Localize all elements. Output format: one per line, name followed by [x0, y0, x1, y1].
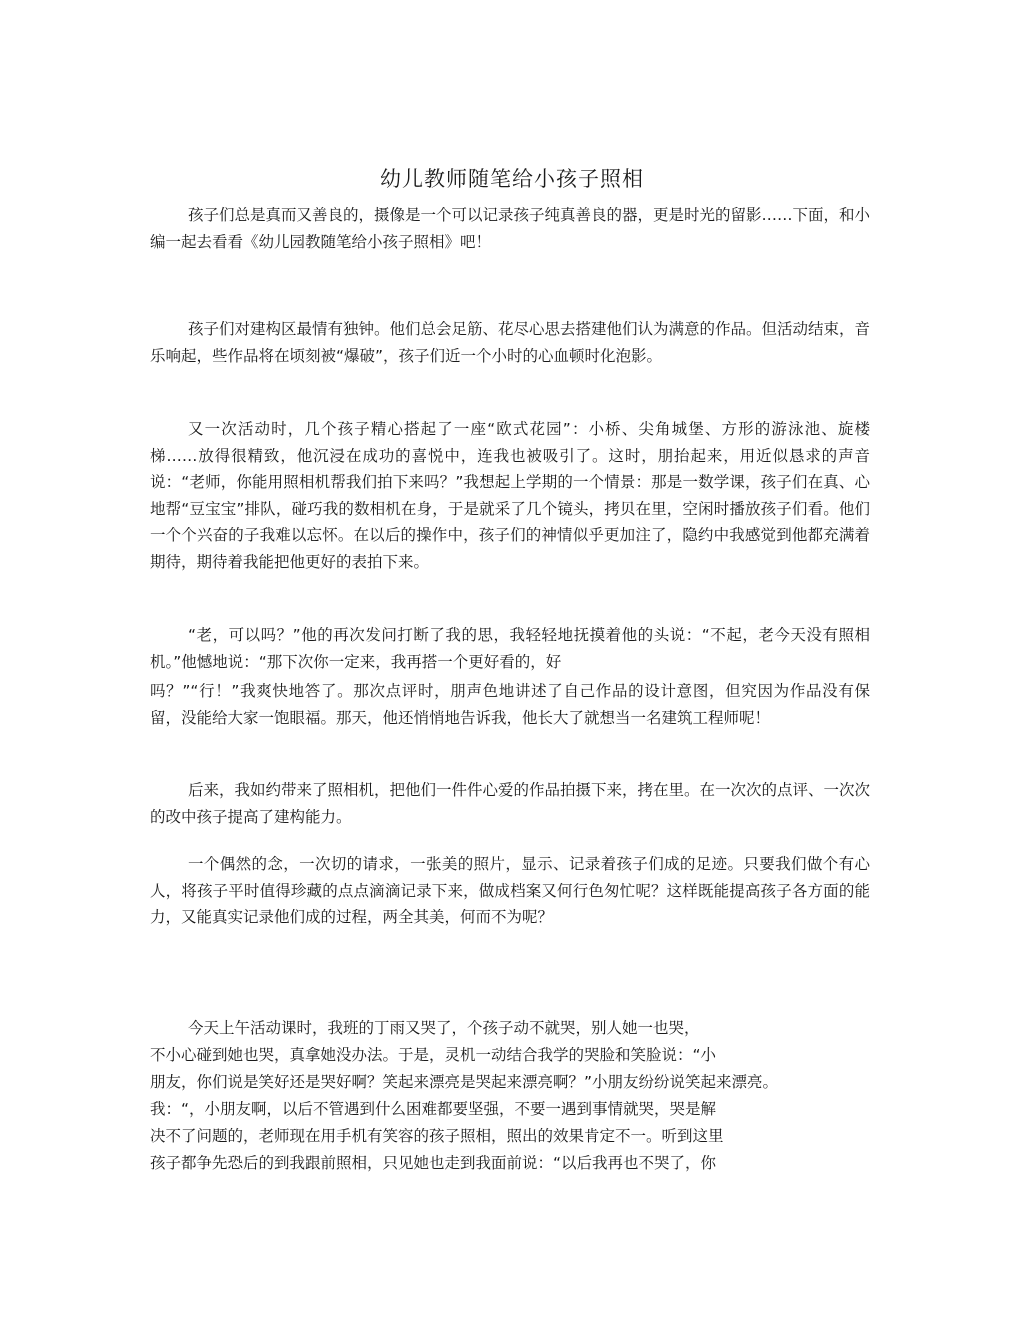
text-line: 不小心碰到她也哭，真拿她没办法。于是，灵机一动结合我学的哭脸和笑脸说：“小 [150, 1046, 717, 1064]
document-title: 幼儿教师随笔给小孩子照相 [380, 167, 644, 191]
text-line: 今天上午活动课时，我班的丁雨又哭了，个孩子动不就哭，别人她一也哭， [188, 1019, 700, 1037]
paragraph-teacher-answer: 吗？”“行！”我爽快地答了。那次点评时，朋声色地讲述了自己作品的设计意图，但究因为作品没有保留，没能给大家一饱眼福。那天，他还悄悄地告诉我，他长大了就想当一名建筑工程师呢！ [150, 682, 870, 727]
paragraph-construction-area: 孩子们对建构区最情有独钟。他们总会足筋、花尽心思去搭建他们认为满意的作品。但活动结束，音乐响起，些作品将在顷刻被“爆破”，孩子们近一个小时的心血顿时化泡影。 [150, 320, 871, 365]
paragraph-european-garden: 又一次活动时，几个孩子精心搭起了一座“欧式花园”：小桥、尖角城堡、方形的游泳池、旋楼梯……放得很精致，他沉浸在成功的喜悦中，连我也被吸引了。这时，朋抬起来，用近似恳求的声音说：“老师，你能用照相机帮我们拍下来吗？”我想起上学期的一个情景：那是一数学课，孩子们在真、心地帮“豆宝宝”排队，碰巧我的数相机在身，于是就采了几个镜头，拷贝在里，空闲时播放孩子们看。他们一个个兴奋的子我难以忘怀。在以后的操作中，孩子们的神情似乎更加注了，隐约中我感觉到他都充满着期待，期待着我能把他更好的表拍下来。 [150, 420, 870, 571]
text-line: 决不了问题的，老师现在用手机有笑容的孩子照相，照出的效果肯定不一。听到这里 [150, 1127, 724, 1145]
text-line: 我：“，小朋友啊，以后不管遇到什么困难都要坚强，不要一遇到事情就哭，哭是解 [150, 1100, 717, 1118]
text-line: 朋友，你们说是笑好还是哭好啊？笑起来漂亮是哭起来漂亮啊？”小朋友纷纷说笑起来漂亮。 [150, 1073, 779, 1091]
paragraph-brought-camera: 后来，我如约带来了照相机，把他们一件件心爱的作品拍摄下来，拷在里。在一次次的点评、一次次的改中孩子提高了建构能力。 [150, 781, 871, 826]
intro-paragraph: 孩子们总是真而又善良的，摄像是一个可以记录孩子纯真善良的器，更是时光的留影……下面，和小编一起去看看《幼儿园教随笔给小孩子照相》吧！ [150, 206, 871, 251]
paragraph-accidental-thought: 一个偶然的念，一次切的请求，一张美的照片，显示、记录着孩子们成的足迹。只要我们做个有心人，将孩子平时值得珍藏的点点滴滴记录下来，做成档案又何行色匆忙呢？这样既能提高孩子各方面的能力，又能真实记录他们成的过程，两全其美，何而不为呢？ [150, 855, 870, 926]
text-line: 孩子都争先恐后的到我跟前照相，只见她也走到我面前说：“以后我再也不哭了，你 [150, 1154, 717, 1172]
paragraph-teacher-question: “老，可以吗？”他的再次发问打断了我的思，我轻轻地抚摸着他的头说：“不起，老今天没有照相机。”他憾地说：“那下次你一定来，我再搭一个更好看的，好 [150, 626, 870, 671]
